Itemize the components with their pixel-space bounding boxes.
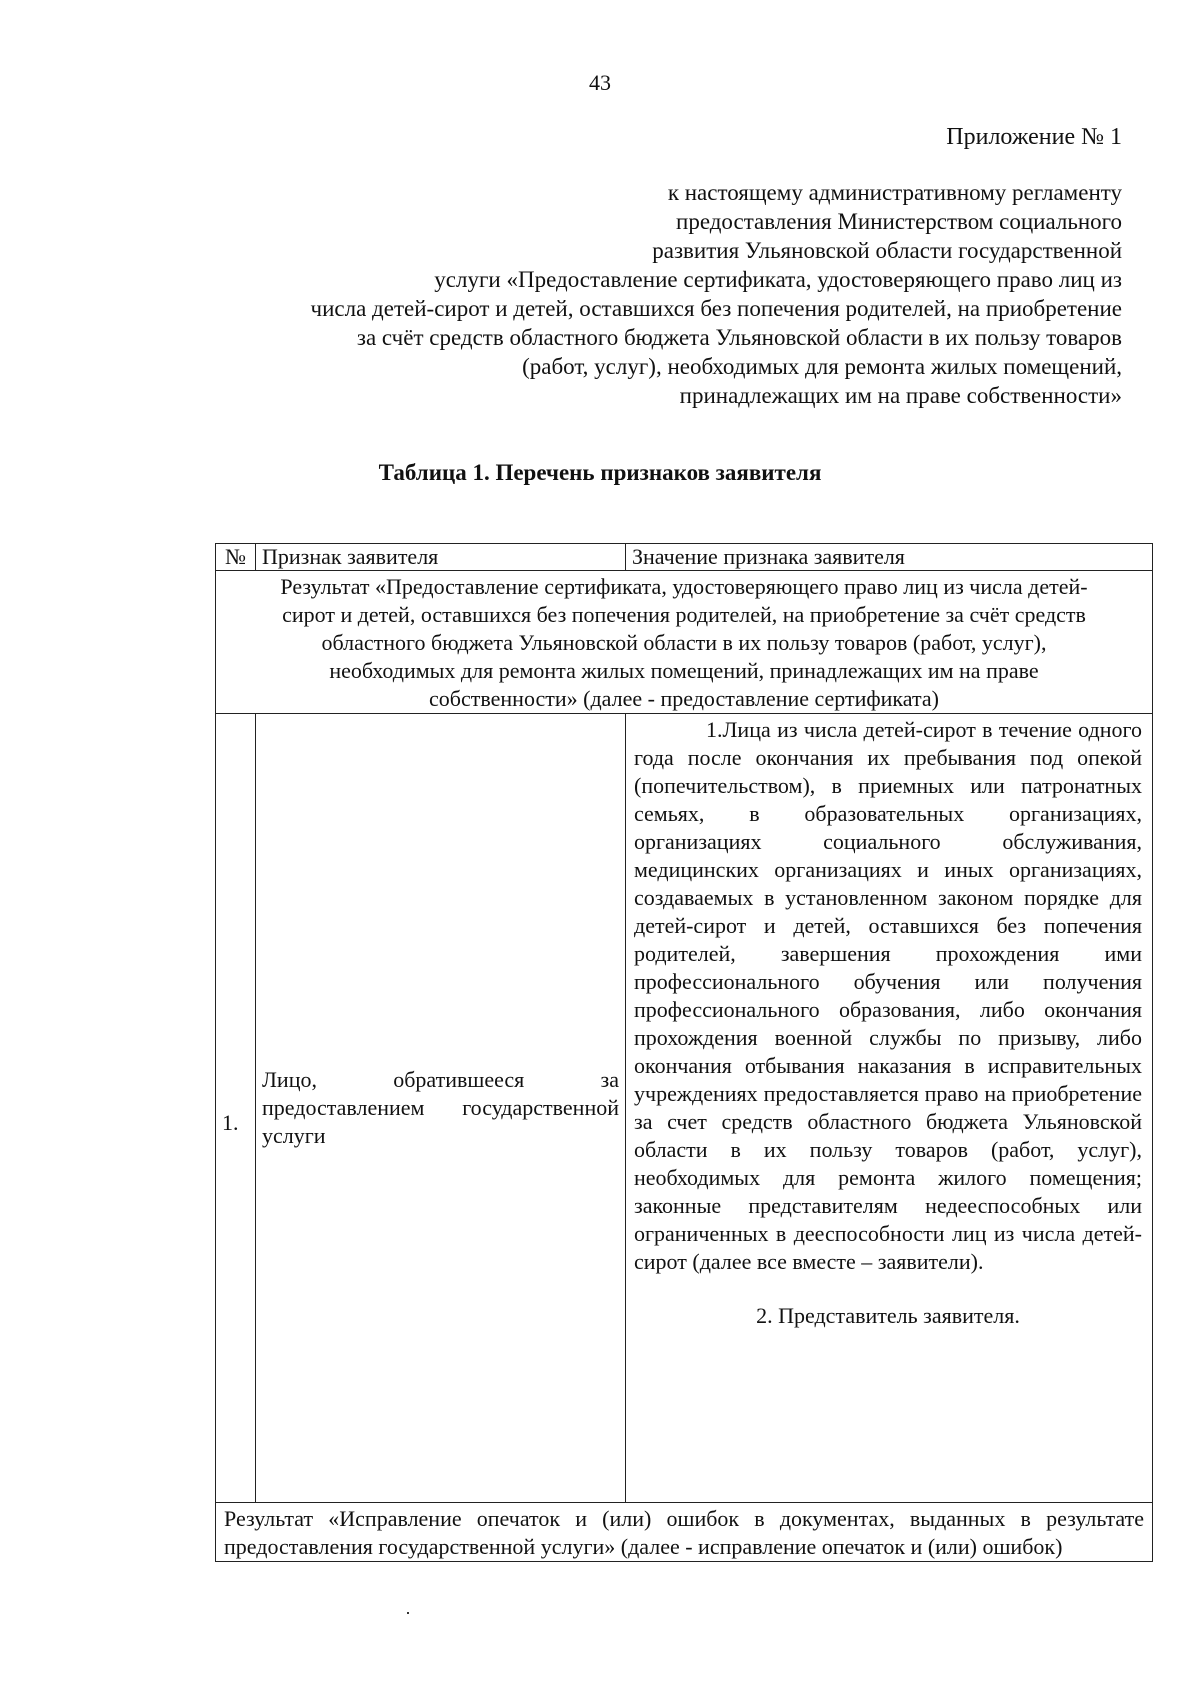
scan-speck [407, 1612, 409, 1614]
section-line: областного бюджета Ульяновской области в их пользу товаров (работ, услуг), [321, 630, 1047, 655]
row-value-paragraph-1: 1.Лица из числа детей-сирот в течение одного года после окончания их пребывания под опекой (попечительством), в приемных или патронатных семьях, в образовательных организациях, организациях социального обслуживания, медицинских организациях и иных организациях, создаваемых в установленном законом порядке для детей-сирот и детей, оставшихся без попечения родителей, завершения прохождения ими профессионального обучения или получения профессионального образования, либо окончания прохождения военной службы по призыву, либо окончания отбывания наказания в исправительных учреждениях предоставляется право на приобретение за счет средств областного бюджета Ульяновской области в их пользу товаров (работ, услуг), необходимых для ремонта жилого помещения; законные представителям недееспособных или ограниченных в дееспособности лиц из числа детей-сирот (далее все вместе – заявители). [634, 717, 1142, 1274]
applicant-signs-table [215, 543, 1153, 1562]
section-line: собственности» (далее - предоставление сертификата) [429, 686, 939, 711]
appendix-title: Приложение № 1 [946, 124, 1122, 150]
page-number: 43 [589, 70, 611, 95]
table-header-row [216, 544, 1153, 571]
header-sign: Признак заявителя [256, 544, 626, 571]
appendix-line: принадлежащих им на праве собственности» [679, 383, 1122, 408]
row-sign [256, 714, 626, 1503]
appendix-line: к настоящему административному регламенту [667, 180, 1122, 205]
table-title: Таблица 1. Перечень признаков заявителя [378, 460, 822, 485]
section-row-corrections [216, 1503, 1153, 1562]
row-value-paragraph-2: 2. Представитель заявителя. [756, 1303, 1020, 1328]
table-row [216, 714, 1153, 1503]
section-line: необходимых для ремонта жилых помещений, принадлежащих им на праве [329, 658, 1039, 683]
header-num: № [216, 544, 256, 571]
appendix-line: предоставления Министерством социального [676, 209, 1122, 234]
appendix-line: (работ, услуг), необходимых для ремонта жилых помещений, [522, 354, 1122, 379]
section-line: сирот и детей, оставшихся без попечения родителей, на приобретение за счёт средств [282, 602, 1086, 627]
appendix-line: за счёт средств областного бюджета Ульяновской области в их пользу товаров [356, 325, 1122, 350]
row-value [626, 714, 1153, 1503]
appendix-reference [242, 178, 1122, 410]
row-sign-text: Лицо, обратившееся за предоставлением государственной услуги [262, 1067, 619, 1148]
section-certificate-text [216, 571, 1153, 714]
appendix-line: развития Ульяновской области государственной [652, 238, 1122, 263]
section-row-certificate [216, 571, 1153, 714]
row-number: 1. [216, 714, 256, 1503]
appendix-line: числа детей-сирот и детей, оставшихся без попечения родителей, на приобретение [310, 296, 1122, 321]
header-value: Значение признака заявителя [626, 544, 1153, 571]
section-corrections-text: Результат «Исправление опечаток и (или) ошибок в документах, выданных в результате предоставления государственной услуги» (далее - исправление опечаток и (или) ошибок) [216, 1503, 1153, 1562]
appendix-line: услуги «Предоставление сертификата, удостоверяющего право лиц из [434, 267, 1122, 292]
section-line: Результат «Предоставление сертификата, удостоверяющего право лиц из числа детей- [280, 574, 1088, 599]
